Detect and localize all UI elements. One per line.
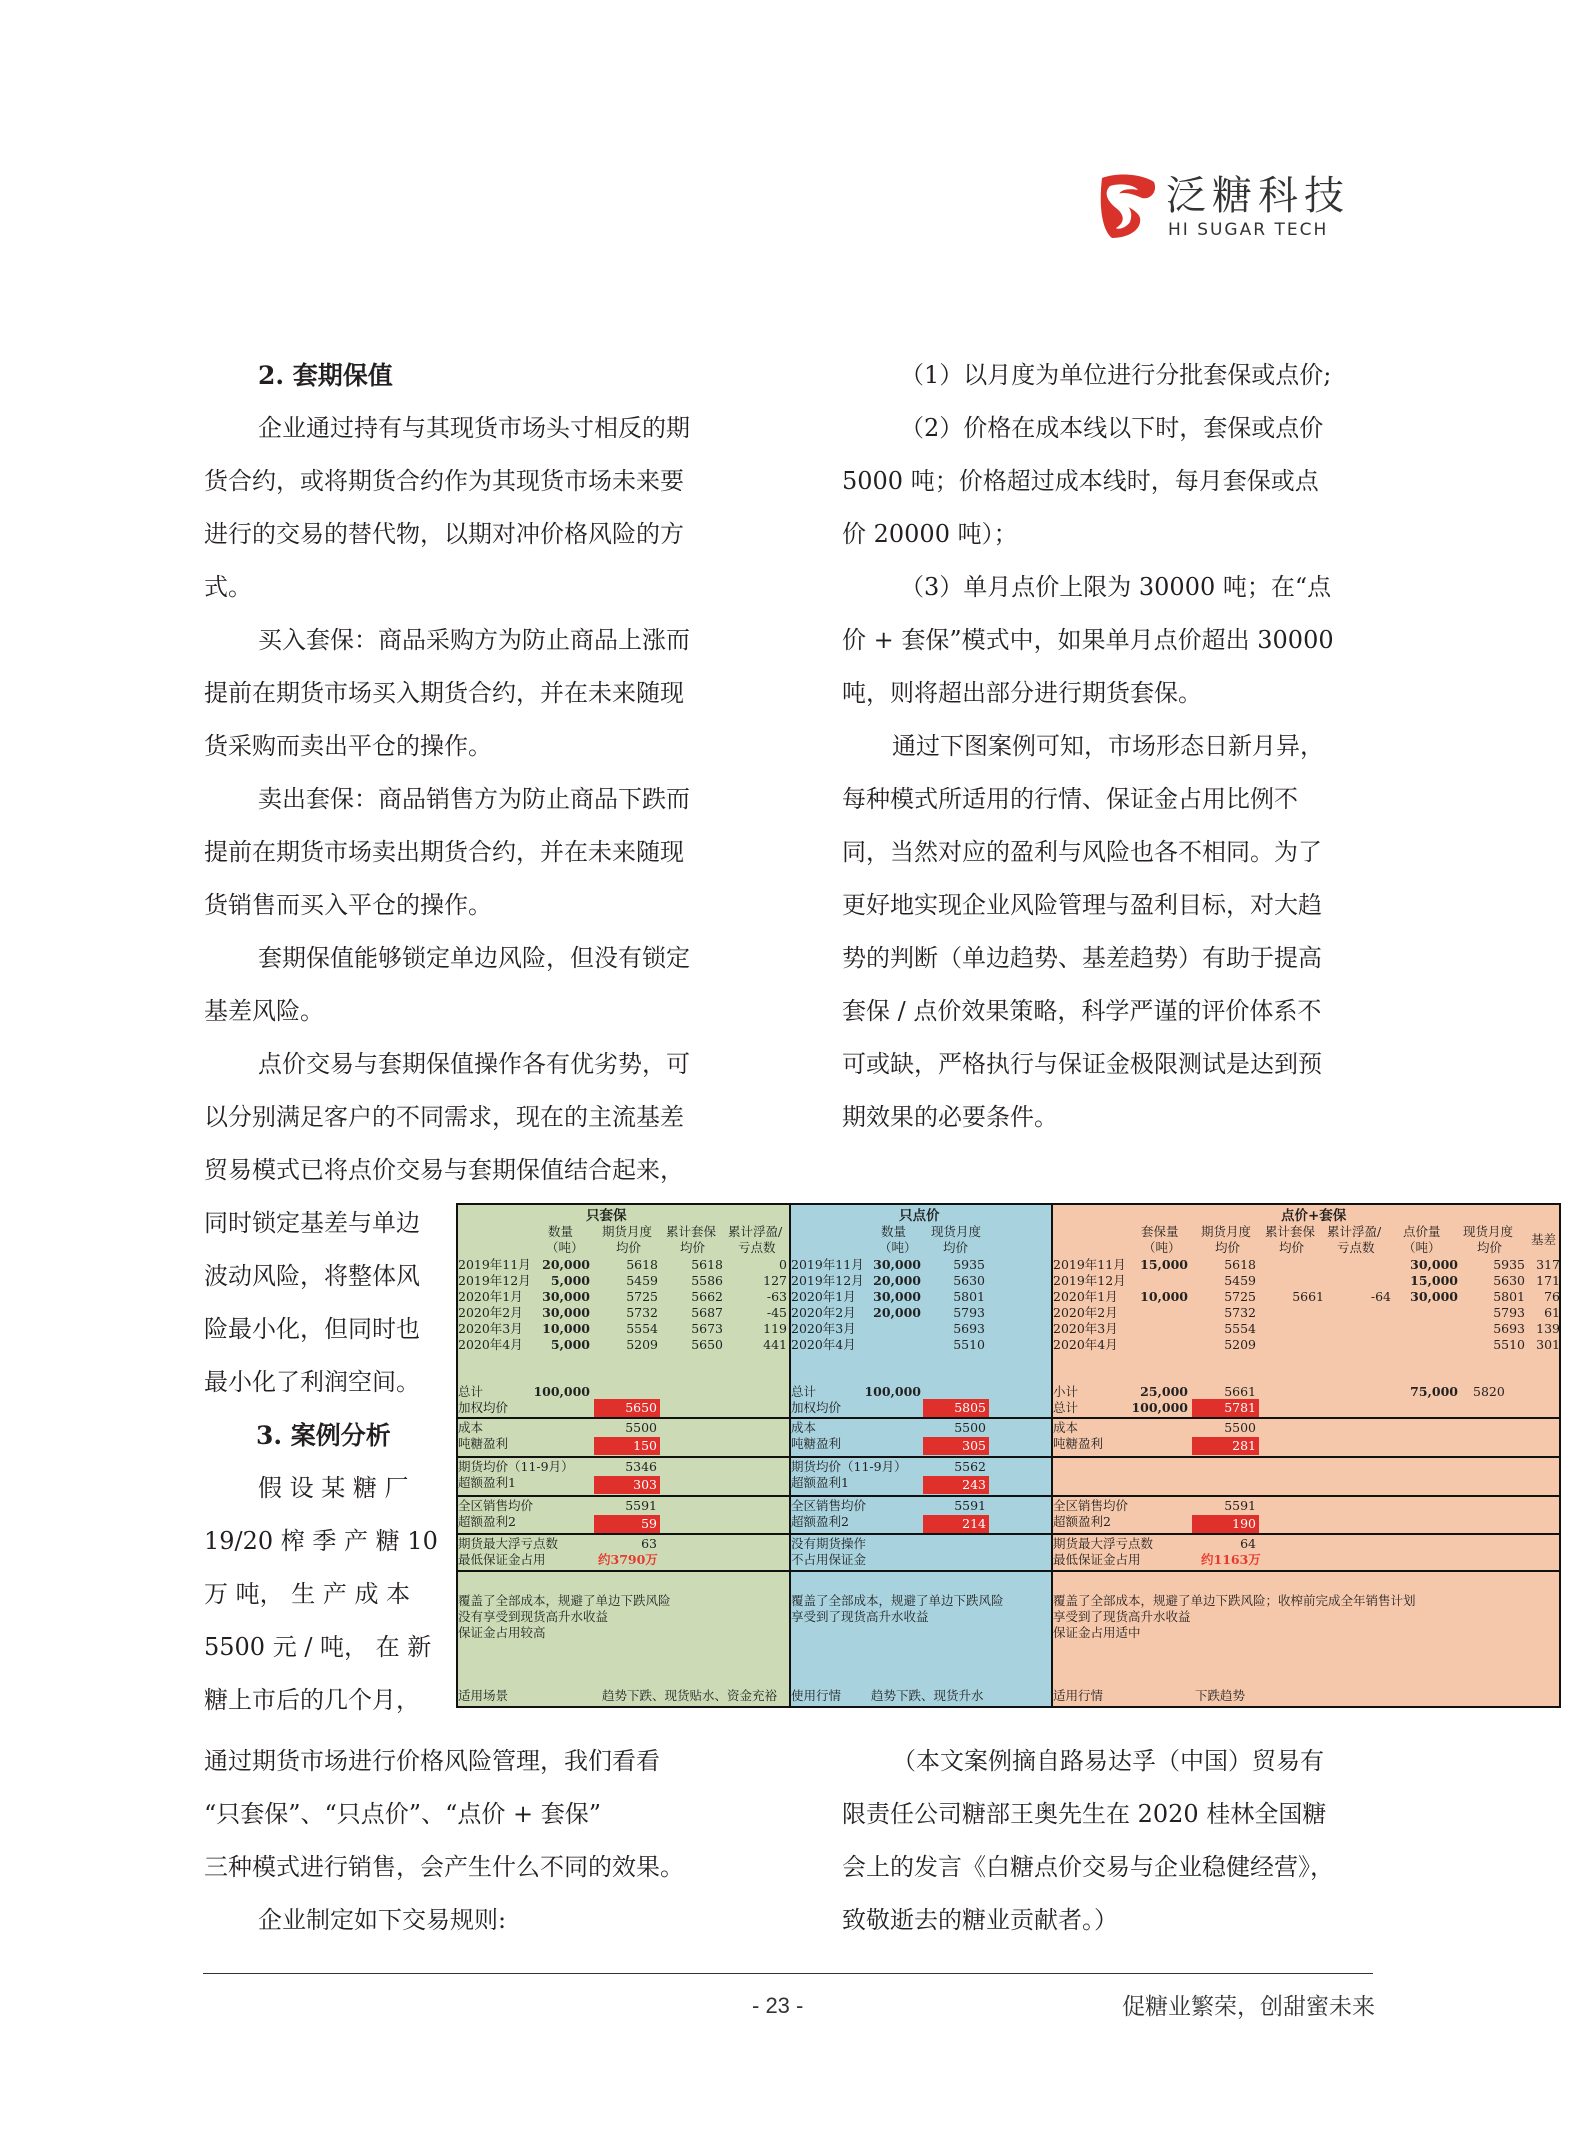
paragraph-line: 套期保值能够锁定单边风险，但没有锁定 — [258, 944, 690, 972]
qty-cell: 5,000 — [550, 1273, 590, 1288]
col-header: 均价 — [1477, 1240, 1503, 1255]
margin-value: 约1163万 — [1201, 1552, 1261, 1567]
weighted-avg-value: 5650 — [594, 1399, 660, 1417]
qty-cell: 20,000 — [542, 1257, 590, 1272]
logo-english-name: HI SUGAR TECH — [1168, 220, 1329, 240]
paragraph-line: 提前在期货市场卖出期货合约，并在未来随现 — [204, 838, 684, 866]
paragraph-line: 假 设 某 糖 厂 — [258, 1474, 409, 1502]
note-line: 享受到了现货高升水收益 — [791, 1609, 929, 1624]
month-label: 2019年11月 — [1053, 1257, 1126, 1272]
futures-avg-cell: 5554 — [1224, 1321, 1256, 1336]
basis-cell: 139 — [1536, 1321, 1560, 1336]
paragraph-line: 同，当然对应的盈利与风险也各不相同。为了 — [842, 838, 1322, 866]
col-header: 亏点数 — [738, 1240, 776, 1255]
month-label: 2019年11月 — [458, 1257, 531, 1272]
pnl-cell: -64 — [1370, 1289, 1391, 1304]
futures-avg-cell: 5732 — [626, 1305, 658, 1320]
rule-line: （1）以月度为单位进行分批套保或点价; — [900, 361, 1332, 389]
hedge-qty-cell: 15,000 — [1140, 1257, 1188, 1272]
price-qty-cell: 30,000 — [1410, 1257, 1458, 1272]
month-label: 2020年2月 — [791, 1305, 856, 1320]
col-header: 累计浮盈/ — [1327, 1224, 1382, 1239]
cost-label: 成本 — [791, 1420, 817, 1435]
excess-profit2-label: 超额盈利2 — [791, 1514, 849, 1529]
paragraph-line: 更好地实现企业风险管理与盈利目标，对大趋 — [842, 891, 1322, 919]
paragraph-line: 买入套保：商品采购方为防止商品上涨而 — [258, 626, 690, 654]
total-qty: 100,000 — [864, 1384, 921, 1399]
scene-label: 适用场景 — [458, 1688, 509, 1703]
spot-avg-cell: 5801 — [953, 1289, 985, 1304]
col-header: 数量 — [881, 1224, 907, 1239]
spot-avg-cell: 5793 — [953, 1305, 985, 1320]
qty-cell: 30,000 — [873, 1257, 921, 1272]
note-line: 覆盖了全部成本，规避了单边下跌风险；收榨前完成全年销售计划 — [1053, 1593, 1416, 1608]
paragraph-line: 以分别满足客户的不同需求，现在的主流基差 — [204, 1103, 684, 1131]
spot-avg-cell: 5801 — [1493, 1289, 1525, 1304]
paragraph-line: 货采购而卖出平仓的操作。 — [204, 732, 492, 760]
futures-avg-cell: 5618 — [1224, 1257, 1256, 1272]
col-header: （吨） — [546, 1240, 584, 1255]
excess-profit1-value: 303 — [594, 1476, 660, 1494]
col-header: （吨） — [1403, 1240, 1441, 1255]
excess-profit1-value: 243 — [923, 1476, 989, 1494]
weighted-avg-value: 5805 — [923, 1399, 989, 1417]
region-avg-label: 全区销售均价 — [791, 1498, 867, 1513]
panel-price-plus-hedge — [1053, 1205, 1559, 1706]
paragraph-line: 同时锁定基差与单边 — [204, 1209, 420, 1237]
paragraph-line: 19/20 榨 季 产 糖 10 — [204, 1527, 438, 1555]
paragraph-line: 势的判断（单边趋势、基差趋势）有助于提高 — [842, 944, 1322, 972]
panel-title: 点价+套保 — [1281, 1208, 1347, 1224]
cum-hedge-cell: 5687 — [691, 1305, 723, 1320]
spot-avg-cell: 5935 — [1493, 1257, 1525, 1272]
cost-value: 5500 — [625, 1420, 657, 1435]
cum-hedge-cell: 5661 — [1292, 1289, 1324, 1304]
spot-avg-cell: 5793 — [1493, 1305, 1525, 1320]
col-header: （吨） — [879, 1240, 917, 1255]
paragraph-line: 万 吨， 生 产 成 本 — [204, 1580, 411, 1608]
note-line: 覆盖了全部成本，规避了单边下跌风险 — [791, 1593, 1004, 1608]
pnl-cell: -45 — [766, 1305, 787, 1320]
citation-line: 致敬逝去的糖业贡献者。） — [842, 1906, 1118, 1934]
cost-label: 成本 — [458, 1420, 484, 1435]
profit-value: 281 — [1192, 1437, 1259, 1455]
paragraph-line: 期效果的必要条件。 — [842, 1103, 1058, 1131]
qty-cell: 20,000 — [873, 1273, 921, 1288]
strategy-comparison-table — [456, 1203, 1561, 1708]
spot-avg-cell: 5693 — [1493, 1321, 1525, 1336]
total-qty: 100,000 — [533, 1384, 590, 1399]
col-header: 累计套保 — [666, 1224, 717, 1239]
no-margin-label: 不占用保证金 — [791, 1552, 867, 1567]
qty-cell: 30,000 — [542, 1305, 590, 1320]
paragraph-line: 企业通过持有与其现货市场头寸相反的期 — [258, 414, 690, 442]
qty-cell: 30,000 — [542, 1289, 590, 1304]
region-avg-value: 5591 — [1224, 1498, 1256, 1513]
col-header: 累计套保 — [1265, 1224, 1316, 1239]
pnl-cell: 441 — [763, 1337, 787, 1352]
total-label: 总计 — [1053, 1400, 1079, 1415]
region-avg-value: 5591 — [625, 1498, 657, 1513]
month-label: 2020年2月 — [1053, 1305, 1118, 1320]
month-label: 2020年4月 — [1053, 1337, 1118, 1352]
col-header: 累计浮盈/ — [728, 1224, 783, 1239]
col-header: 期货月度 — [1201, 1224, 1252, 1239]
paragraph-line: 通过下图案例可知，市场形态日新月异， — [892, 732, 1324, 760]
basis-cell: 76 — [1544, 1289, 1560, 1304]
futures-avg-cell: 5459 — [626, 1273, 658, 1288]
max-loss-label: 期货最大浮亏点数 — [1053, 1536, 1154, 1551]
scene-value: 下跌趋势 — [1195, 1688, 1246, 1703]
month-label: 2020年1月 — [1053, 1289, 1118, 1304]
max-loss-value: 63 — [641, 1536, 657, 1551]
paragraph-line: 式。 — [204, 573, 252, 601]
scene-value: 趋势下跌、现货贴水、资金充裕 — [602, 1688, 778, 1703]
paragraph-line: 提前在期货市场买入期货合约，并在未来随现 — [204, 679, 684, 707]
region-avg-value: 5591 — [954, 1498, 986, 1513]
section-heading-case-study: 3. 案例分析 — [256, 1421, 391, 1450]
futures-avg-cell: 5209 — [1224, 1337, 1256, 1352]
profit-label: 吨糖盈利 — [458, 1436, 509, 1451]
no-futures-label: 没有期货操作 — [791, 1536, 867, 1551]
cost-label: 成本 — [1053, 1420, 1079, 1435]
profit-label: 吨糖盈利 — [791, 1436, 842, 1451]
qty-cell: 5,000 — [550, 1337, 590, 1352]
basis-cell: 301 — [1536, 1337, 1560, 1352]
col-header: 均价 — [680, 1240, 706, 1255]
citation-line: 限责任公司糖部王奥先生在 2020 桂林全国糖 — [842, 1800, 1327, 1828]
col-header: 期货月度 — [602, 1224, 653, 1239]
col-header: 数量 — [548, 1224, 574, 1239]
cum-hedge-cell: 5618 — [691, 1257, 723, 1272]
footer-slogan: 促糖业繁荣，创甜蜜未来 — [1122, 1994, 1375, 2020]
paragraph-line: 贸易模式已将点价交易与套期保值结合起来， — [204, 1156, 684, 1184]
total-label: 总计 — [791, 1384, 817, 1399]
total-avg-value: 5781 — [1192, 1399, 1259, 1417]
col-header: 现货月度 — [1463, 1224, 1514, 1239]
paragraph-line: 5500 元 / 吨， 在 新 — [204, 1633, 432, 1661]
margin-label: 最低保证金占用 — [1053, 1552, 1141, 1567]
spot-avg-cell: 5510 — [1493, 1337, 1525, 1352]
total-qty: 100,000 — [1131, 1400, 1188, 1415]
rule-line: （2）价格在成本线以下时，套保或点价 — [900, 414, 1324, 442]
subtotal-price-qty: 75,000 — [1410, 1384, 1458, 1399]
subtotal-futures-avg: 5661 — [1224, 1384, 1256, 1399]
region-avg-label: 全区销售均价 — [1053, 1498, 1129, 1513]
excess-profit2-value: 214 — [923, 1515, 989, 1533]
subtotal-hedge-qty: 25,000 — [1140, 1384, 1188, 1399]
futures-avg-cell: 5209 — [626, 1337, 658, 1352]
page-number: - 23 - — [752, 1993, 804, 2018]
month-label: 2020年3月 — [1053, 1321, 1118, 1336]
total-label: 总计 — [458, 1384, 484, 1399]
note-line: 保证金占用适中 — [1053, 1625, 1141, 1640]
weighted-avg-label: 加权均价 — [458, 1400, 509, 1415]
paragraph-line: 进行的交易的替代物，以期对冲价格风险的方 — [204, 520, 684, 548]
month-label: 2020年1月 — [458, 1289, 523, 1304]
rule-line: （3）单月点价上限为 30000 吨；在“点 — [900, 573, 1332, 601]
paragraph-line: 卖出套保：商品销售方为防止商品下跌而 — [258, 785, 690, 813]
futures-avg-cell: 5725 — [1224, 1289, 1256, 1304]
month-label: 2019年12月 — [458, 1273, 531, 1288]
futures-avg-label: 期货均价（11-9月） — [791, 1459, 907, 1474]
excess-profit2-value: 59 — [594, 1515, 660, 1533]
month-label: 2020年4月 — [791, 1337, 856, 1352]
max-loss-value: 64 — [1240, 1536, 1256, 1551]
note-line: 保证金占用较高 — [458, 1625, 546, 1640]
spot-avg-cell: 5935 — [953, 1257, 985, 1272]
max-loss-label: 期货最大浮亏点数 — [458, 1536, 559, 1551]
panel-title: 只点价 — [899, 1208, 940, 1224]
rule-line: 吨，则将超出部分进行期货套保。 — [842, 679, 1202, 707]
profit-value: 305 — [923, 1437, 989, 1455]
cum-hedge-cell: 5662 — [691, 1289, 723, 1304]
weighted-avg-label: 加权均价 — [791, 1400, 842, 1415]
futures-avg-cell: 5554 — [626, 1321, 658, 1336]
qty-cell: 10,000 — [542, 1321, 590, 1336]
scene-label: 使用行情 — [791, 1688, 842, 1703]
month-label: 2019年12月 — [1053, 1273, 1126, 1288]
col-header: 均价 — [616, 1240, 642, 1255]
rule-line: 5000 吨；价格超过成本线时，每月套保或点 — [842, 467, 1319, 495]
paragraph-line: 基差风险。 — [204, 997, 324, 1025]
futures-avg-cell: 5732 — [1224, 1305, 1256, 1320]
basis-cell: 171 — [1536, 1273, 1560, 1288]
scene-value: 趋势下跌、现货升水 — [871, 1688, 984, 1703]
col-header: 点价量 — [1403, 1224, 1441, 1239]
paragraph-line: “只套保”、“只点价”、“点价 + 套保” — [204, 1800, 601, 1828]
paragraph-line: 糖上市后的几个月， — [204, 1686, 420, 1714]
margin-label: 最低保证金占用 — [458, 1552, 546, 1567]
paragraph-line: 三种模式进行销售，会产生什么不同的效果。 — [204, 1853, 684, 1881]
paragraph-line: 通过期货市场进行价格风险管理，我们看看 — [204, 1747, 660, 1775]
qty-cell: 30,000 — [873, 1289, 921, 1304]
col-header: 基差 — [1531, 1232, 1557, 1247]
cum-hedge-cell: 5673 — [691, 1321, 723, 1336]
margin-value: 约3790万 — [598, 1552, 658, 1567]
excess-profit2-label: 超额盈利2 — [458, 1514, 516, 1529]
profit-value: 150 — [594, 1437, 660, 1455]
col-header: 套保量 — [1141, 1224, 1179, 1239]
paragraph-line: 波动风险，将整体风 — [204, 1262, 420, 1290]
scene-label: 适用行情 — [1053, 1688, 1104, 1703]
basis-cell: 61 — [1544, 1305, 1560, 1320]
citation-line: 会上的发言《白糖点价交易与企业稳健经营》， — [842, 1853, 1334, 1881]
col-header: 亏点数 — [1337, 1240, 1375, 1255]
qty-cell: 20,000 — [873, 1305, 921, 1320]
col-header: 均价 — [1215, 1240, 1241, 1255]
futures-avg-cell: 5459 — [1224, 1273, 1256, 1288]
month-label: 2020年3月 — [458, 1321, 523, 1336]
profit-label: 吨糖盈利 — [1053, 1436, 1104, 1451]
col-header: （吨） — [1143, 1240, 1181, 1255]
month-label: 2019年12月 — [791, 1273, 864, 1288]
paragraph-line: 货销售而买入平仓的操作。 — [204, 891, 492, 919]
futures-avg-cell: 5618 — [626, 1257, 658, 1272]
excess-profit1-label: 超额盈利1 — [791, 1475, 849, 1490]
citation-line: （本文案例摘自路易达孚（中国）贸易有 — [892, 1747, 1324, 1775]
sugar-s-logo-icon — [1098, 172, 1158, 240]
pnl-cell: -63 — [766, 1289, 787, 1304]
month-label: 2020年3月 — [791, 1321, 856, 1336]
basis-cell: 317 — [1536, 1257, 1560, 1272]
panel-hedge-only — [458, 1205, 791, 1706]
spot-avg-cell: 5693 — [953, 1321, 985, 1336]
note-line: 享受到了现货高升水收益 — [1053, 1609, 1191, 1624]
month-label: 2020年2月 — [458, 1305, 523, 1320]
futures-avg-cell: 5725 — [626, 1289, 658, 1304]
footer-divider — [203, 1973, 1373, 1974]
futures-avg-value: 5562 — [954, 1459, 986, 1474]
panel-title: 只套保 — [586, 1208, 627, 1224]
cost-value: 5500 — [1224, 1420, 1256, 1435]
region-avg-label: 全区销售均价 — [458, 1498, 534, 1513]
month-label: 2020年1月 — [791, 1289, 856, 1304]
cum-hedge-cell: 5586 — [691, 1273, 723, 1288]
spot-avg-cell: 5630 — [1493, 1273, 1525, 1288]
cum-hedge-cell: 5650 — [691, 1337, 723, 1352]
col-header: 均价 — [1279, 1240, 1305, 1255]
pnl-cell: 127 — [763, 1273, 787, 1288]
excess-profit1-label: 超额盈利1 — [458, 1475, 516, 1490]
price-qty-cell: 30,000 — [1410, 1289, 1458, 1304]
paragraph-line: 套保 / 点价效果策略，科学严谨的评价体系不 — [842, 997, 1322, 1025]
rule-line: 价 20000 吨）； — [842, 520, 1018, 548]
month-label: 2019年11月 — [791, 1257, 864, 1272]
pnl-cell: 0 — [779, 1257, 787, 1272]
paragraph-line: 每种模式所适用的行情、保证金占用比例不 — [842, 785, 1298, 813]
company-logo — [1098, 172, 1368, 244]
month-label: 2020年4月 — [458, 1337, 523, 1352]
paragraph-line: 最小化了利润空间。 — [204, 1368, 420, 1396]
futures-avg-label: 期货均价（11-9月） — [458, 1459, 574, 1474]
hedge-qty-cell: 10,000 — [1140, 1289, 1188, 1304]
rule-line: 价 + 套保”模式中，如果单月点价超出 30000 — [842, 626, 1334, 654]
paragraph-line: 点价交易与套期保值操作各有优劣势，可 — [258, 1050, 690, 1078]
paragraph-line: 企业制定如下交易规则: — [258, 1906, 507, 1934]
subtotal-label: 小计 — [1053, 1384, 1079, 1399]
note-line: 没有享受到现货高升水收益 — [458, 1609, 609, 1624]
col-header: 现货月度 — [931, 1224, 982, 1239]
note-line: 覆盖了全部成本，规避了单边下跌风险 — [458, 1593, 671, 1608]
excess-profit2-label: 超额盈利2 — [1053, 1514, 1111, 1529]
section-heading-hedging: 2. 套期保值 — [258, 361, 393, 390]
price-qty-cell: 15,000 — [1410, 1273, 1458, 1288]
logo-chinese-name: 泛糖科技 — [1166, 173, 1350, 219]
subtotal-spot-avg: 5820 — [1473, 1384, 1505, 1399]
paragraph-line: 货合约，或将期货合约作为其现货市场未来要 — [204, 467, 684, 495]
paragraph-line: 险最小化，但同时也 — [204, 1315, 420, 1343]
pnl-cell: 119 — [763, 1321, 787, 1336]
paragraph-line: 可或缺，严格执行与保证金极限测试是达到预 — [842, 1050, 1322, 1078]
spot-avg-cell: 5630 — [953, 1273, 985, 1288]
spot-avg-cell: 5510 — [953, 1337, 985, 1352]
col-header: 均价 — [943, 1240, 969, 1255]
excess-profit2-value: 190 — [1192, 1515, 1259, 1533]
panel-price-only — [791, 1205, 1053, 1706]
cost-value: 5500 — [954, 1420, 986, 1435]
futures-avg-value: 5346 — [625, 1459, 657, 1474]
